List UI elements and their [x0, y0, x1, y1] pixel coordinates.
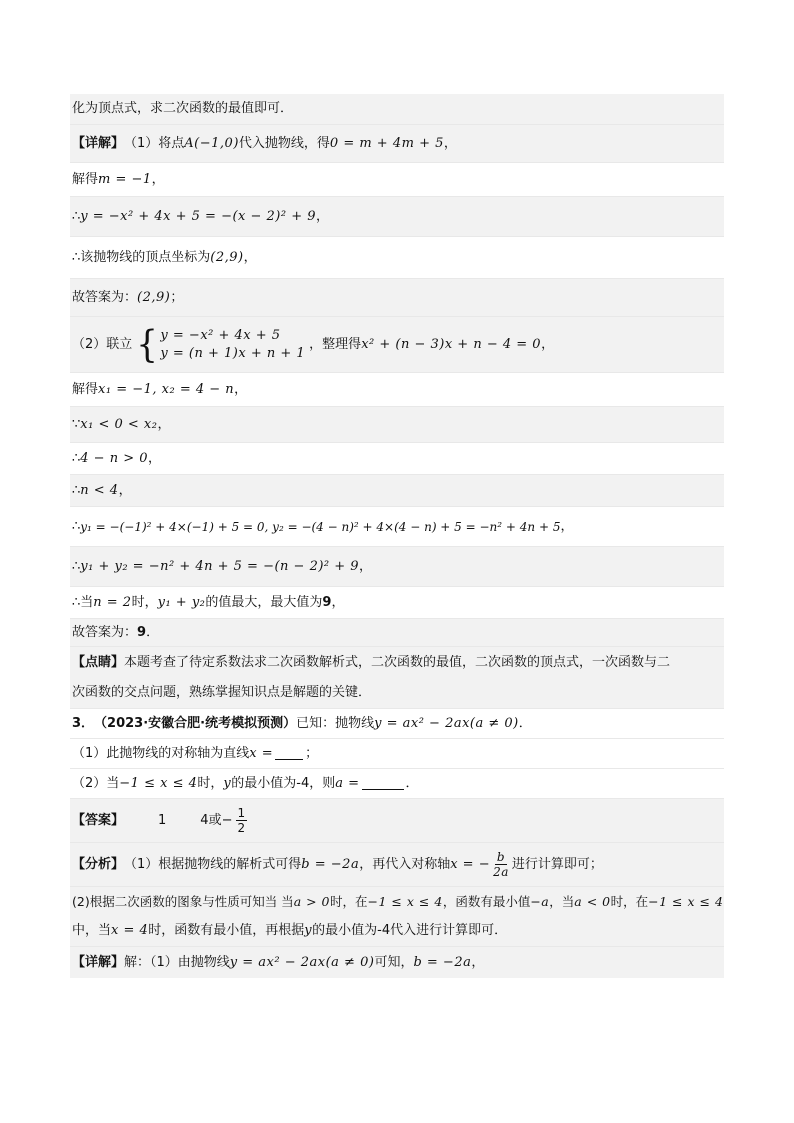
document-page [70, 94, 724, 978]
answer-1: 1 [158, 812, 167, 828]
math-expr: −1 ≤ x ≤ 4 [119, 775, 198, 791]
math-expr: 0 = m + 4m + 5 [329, 135, 444, 151]
fraction-denominator: 2 [237, 821, 246, 835]
text: ，再代入对称轴 [359, 856, 451, 872]
text: 时，函数有最小值，再根据 [148, 923, 305, 938]
text-line [70, 196, 724, 236]
text-line [70, 124, 724, 162]
text: ∴ [72, 482, 81, 498]
math-expr: A(−1,0) [184, 135, 239, 151]
text: ， [157, 416, 171, 432]
section-tag-detail: 【详解】 [72, 135, 125, 151]
math-expr: n < 4 [80, 482, 119, 498]
text: 中，当 [72, 923, 112, 938]
fraction-numerator: 1 [237, 806, 246, 820]
math-expr: y = −x² + 4x + 5 = −(x − 2)² + 9 [80, 208, 316, 224]
text: ∴ [72, 558, 81, 574]
text: ； [305, 745, 319, 761]
text: ， [148, 450, 162, 466]
text-line [70, 678, 724, 708]
text-line [70, 278, 724, 316]
text: 解得 [72, 171, 99, 187]
text: ∴ [72, 518, 81, 534]
math-expr: b = −2a [301, 856, 360, 872]
text: ，函数有最小值 [442, 893, 531, 909]
question-number: 3． [72, 715, 95, 731]
text: ． [405, 775, 419, 791]
text: 9 [322, 594, 332, 610]
text-line [70, 546, 724, 586]
text-line [70, 442, 724, 474]
text: ， [151, 171, 165, 187]
text: （1）将点 [124, 135, 185, 151]
math-expr: a > 0 [293, 893, 331, 909]
text: （2）联立 [72, 336, 133, 352]
text: ． [146, 624, 160, 640]
math-expr: n = 2 [93, 594, 132, 610]
math-expr: x = − [450, 856, 491, 872]
fraction-denominator: 2a [493, 865, 509, 879]
text: 化为顶点式，求二次函数的最值即可． [72, 101, 294, 116]
fraction-numerator: b [496, 850, 506, 864]
math-expr: x = [249, 745, 274, 761]
math-expr: 4 − n > 0 [80, 450, 149, 466]
text: 或 [208, 812, 222, 828]
brace-icon: { [136, 322, 159, 367]
text: ； [170, 289, 184, 305]
text: ， [471, 954, 485, 970]
math-expr: y = ax² − 2ax(a ≠ 0) [229, 954, 375, 970]
text: (2)根据二次函数的图象与性质可知当 当 [72, 893, 294, 909]
text: 时， [197, 775, 224, 791]
text: ∴该抛物线的顶点坐标为 [72, 249, 211, 265]
math-expr: x = 4 [111, 923, 149, 938]
text: ， [118, 482, 132, 498]
text-line [70, 162, 724, 196]
section-tag-tip: 【点睛】 [72, 654, 125, 670]
text: 的值最大，最大值为 [205, 594, 323, 610]
text: 时，在 [330, 893, 368, 909]
text: ， [443, 135, 457, 151]
text-line [70, 474, 724, 506]
math-expr: a < 0 [574, 893, 611, 909]
text: ， [359, 558, 373, 574]
text: 的最小值为-4代入进行计算即可． [312, 923, 508, 938]
math-expr: −1 ≤ x ≤ 4 [648, 893, 724, 909]
text: 次函数的交点问题，熟练掌握知识点是解题的关键． [72, 685, 372, 700]
text-line [70, 236, 724, 278]
math-expr: x₁ < 0 < x₂ [80, 416, 158, 432]
text-line [70, 372, 724, 406]
text-line [70, 768, 724, 798]
analysis-line [70, 886, 724, 916]
text: ∵ [72, 416, 81, 432]
text: ， [331, 594, 345, 610]
math-expr: x² + (n − 3)x + n − 4 = 0 [361, 336, 542, 352]
section-tag-analysis: 【分析】 [72, 856, 125, 872]
answer-2: 4 [200, 812, 209, 828]
text-line [70, 646, 724, 678]
system-equation-2: y = (n + 1)x + n + 1 [160, 345, 306, 361]
question-source: （2023·安徽合肥·统考模拟预测） [94, 715, 297, 731]
system-equation-1: y = −x² + 4x + 5 [160, 327, 281, 343]
text: ，则 [309, 775, 336, 791]
text: 可知， [374, 954, 414, 970]
text: 本题考查了待定系数法求二次函数解析式，二次函数的最值，二次函数的顶点式，一次函数与二 [124, 654, 671, 670]
answer-blank [275, 747, 303, 760]
text: 解得 [72, 381, 99, 397]
math-expr: y [304, 923, 313, 938]
text: ∴ [72, 208, 81, 224]
answer-blank [362, 777, 404, 790]
math-expr: y₁ + y₂ = −n² + 4n + 5 = −(n − 2)² + 9 [80, 558, 360, 574]
text-line [70, 506, 724, 546]
text: 时，在 [610, 893, 649, 909]
answer-line [70, 798, 724, 842]
fraction [236, 806, 248, 835]
text: 进行计算即可； [511, 856, 603, 872]
text: 的最小值为 [231, 775, 297, 791]
text: （2）当 [72, 775, 120, 791]
text: 解：（1）由抛物线 [124, 954, 230, 970]
text: ， [234, 381, 248, 397]
text: ∴ [72, 450, 81, 466]
text: ． [518, 715, 532, 731]
text-line [70, 94, 724, 124]
math-expr: (2,9) [137, 289, 171, 305]
text: ， [560, 518, 574, 534]
math-expr: y [223, 775, 232, 791]
math-expr: y₁ = −(−1)² + 4×(−1) + 5 = 0, y₂ = −(4 − n)² + 4×(4 − n) + 5 = −n² + 4n + 5 [80, 519, 561, 534]
math-expr: (2,9) [210, 249, 244, 265]
text: 故答案为： [72, 289, 138, 305]
text: − [221, 812, 233, 828]
math-expr: y = ax² − 2ax(a ≠ 0) [374, 715, 519, 731]
text: （1）根据抛物线的解析式可得 [124, 856, 302, 872]
text-line [70, 738, 724, 768]
math-expr: a = [335, 775, 360, 791]
math-expr: b = −2a [413, 954, 472, 970]
text: -4 [296, 775, 310, 791]
math-expr: y₁ + y₂ [157, 594, 206, 610]
text: 时， [131, 594, 158, 610]
math-expr: x₁ = −1, x₂ = 4 − n [98, 381, 235, 397]
text-line [70, 618, 724, 646]
analysis-line [70, 916, 724, 946]
text: 故答案为： [72, 624, 138, 640]
text-line [70, 316, 724, 372]
math-expr: −1 ≤ x ≤ 4 [367, 893, 443, 909]
text: ∴当 [72, 594, 94, 610]
question-header [70, 708, 724, 738]
text: 9 [137, 624, 147, 640]
text-line [70, 586, 724, 618]
text-line [70, 406, 724, 442]
text: （1）此抛物线的对称轴为直线 [72, 745, 250, 761]
text: ，整理得 [309, 336, 362, 352]
text: ， [316, 208, 330, 224]
analysis-line [70, 842, 724, 886]
text: ，当 [549, 893, 575, 909]
equation-system [136, 322, 306, 367]
section-tag-detail: 【详解】 [72, 954, 125, 970]
section-tag-answer: 【答案】 [72, 812, 125, 828]
text: 代入抛物线，得 [238, 135, 330, 151]
text: ， [243, 249, 257, 265]
math-expr: −a [530, 893, 550, 909]
text: ， [541, 336, 555, 352]
math-expr: m = −1 [98, 171, 152, 187]
fraction [493, 850, 509, 879]
text: 已知：抛物线 [296, 715, 375, 731]
detail-line [70, 946, 724, 978]
